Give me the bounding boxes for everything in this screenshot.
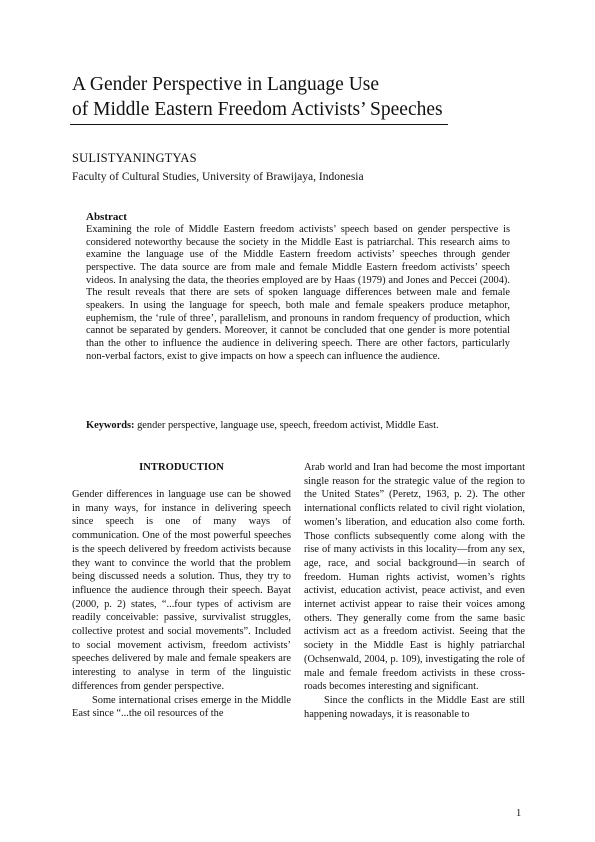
left-column (72, 461, 291, 721)
author-affiliation: Faculty of Cultural Studies, University of Brawijaya, Indonesia (72, 171, 364, 183)
page-number: 1 (516, 808, 522, 819)
intro-paragraph-1: Gender differences in language use can be showed in many ways, for instance in delivering speech since speech is one of many ways of communication. One of the most powerful speeches is the speech delivered by freedom activists because they want to convince the world that the problem being discussed needs a solution. Thus, they try to influence the audience through their speech. Bayat (2000, p. 2) states, “...four types of activism are readily conceivable: passive, survivalist struggles, collective protest and social movements”. Included to social movement activism, freedom activists’ speeches delivered by male and female speakers are interesting to analyse in term of the linguistic differences from gender perspective. (72, 489, 291, 692)
intro-paragraph-3: Arab world and Iran had become the most important single reason for the strategic value of the region to the United States” (Peretz, 1963, p. 2). The other international conflicts related to civil right violation, women’s liberation, and education also come forth. Those conflicts subsequently come along with the rise of many activists in this locality—from any sex, age, race, and social background—in search of freedom. Human rights activist, women’s rights activist, education activist, peace activist, and even internet activist appear to raise their voices among others. They generally come from the same basic activism act as a freedom activist. Seeing that the society in the Middle East is highly patriarchal (Ochsenwald, 2004, p. 109), investigating the role of male and female freedom activists in these cross-roads becomes interesting and significant. (304, 462, 525, 693)
keywords-text: gender perspective, language use, speech, freedom activist, Middle East. (134, 420, 439, 431)
right-column (304, 461, 525, 721)
intro-paragraph-4: Since the conflicts in the Middle East are still happening nowadays, it is reasonable to (304, 694, 525, 720)
keywords-line (86, 419, 510, 432)
intro-paragraph-2: Some international crises emerge in the Middle East since “...the oil resources of the (72, 694, 291, 720)
keywords-label: Keywords: (86, 420, 135, 431)
title-underline (70, 124, 448, 125)
paper-title (72, 72, 452, 122)
title-line-1: A Gender Perspective in Language Use (72, 74, 380, 95)
section-heading-introduction: INTRODUCTION (139, 462, 224, 473)
abstract-text: Examining the role of Middle Eastern freedom activists’ speech based on gender perspective is considered noteworthy because the society in the Middle East is patriarchal. This research aims to examine the language use of the Middle Eastern freedom activists’ speeches through gender perspective. The data source are from male and female Middle Eastern freedom activists’ speech videos. In analysing the data, the theories employed are by Haas (1979) and Jones and Peccei (2004). The result reveals that there are sets of spoken language differences between male and female speakers. In using the language for speech, both male and female speakers produce metaphor, euphemism, the ‘rule of three’, parallelism, and pronouns in random frequency of production, which cannot be separated by genders. Moreover, it cannot be concluded that one gender is more potential than the other to influence the audience in delivering speech. There are other factors, particularly non-verbal factors, exist to give impacts on how a speech can influence the audience. (86, 224, 510, 362)
author-name: SULISTYANINGTYAS (72, 151, 197, 165)
abstract-block (86, 211, 510, 363)
title-line-2: of Middle Eastern Freedom Activists’ Speeches (72, 99, 443, 120)
abstract-heading: Abstract (86, 211, 127, 223)
